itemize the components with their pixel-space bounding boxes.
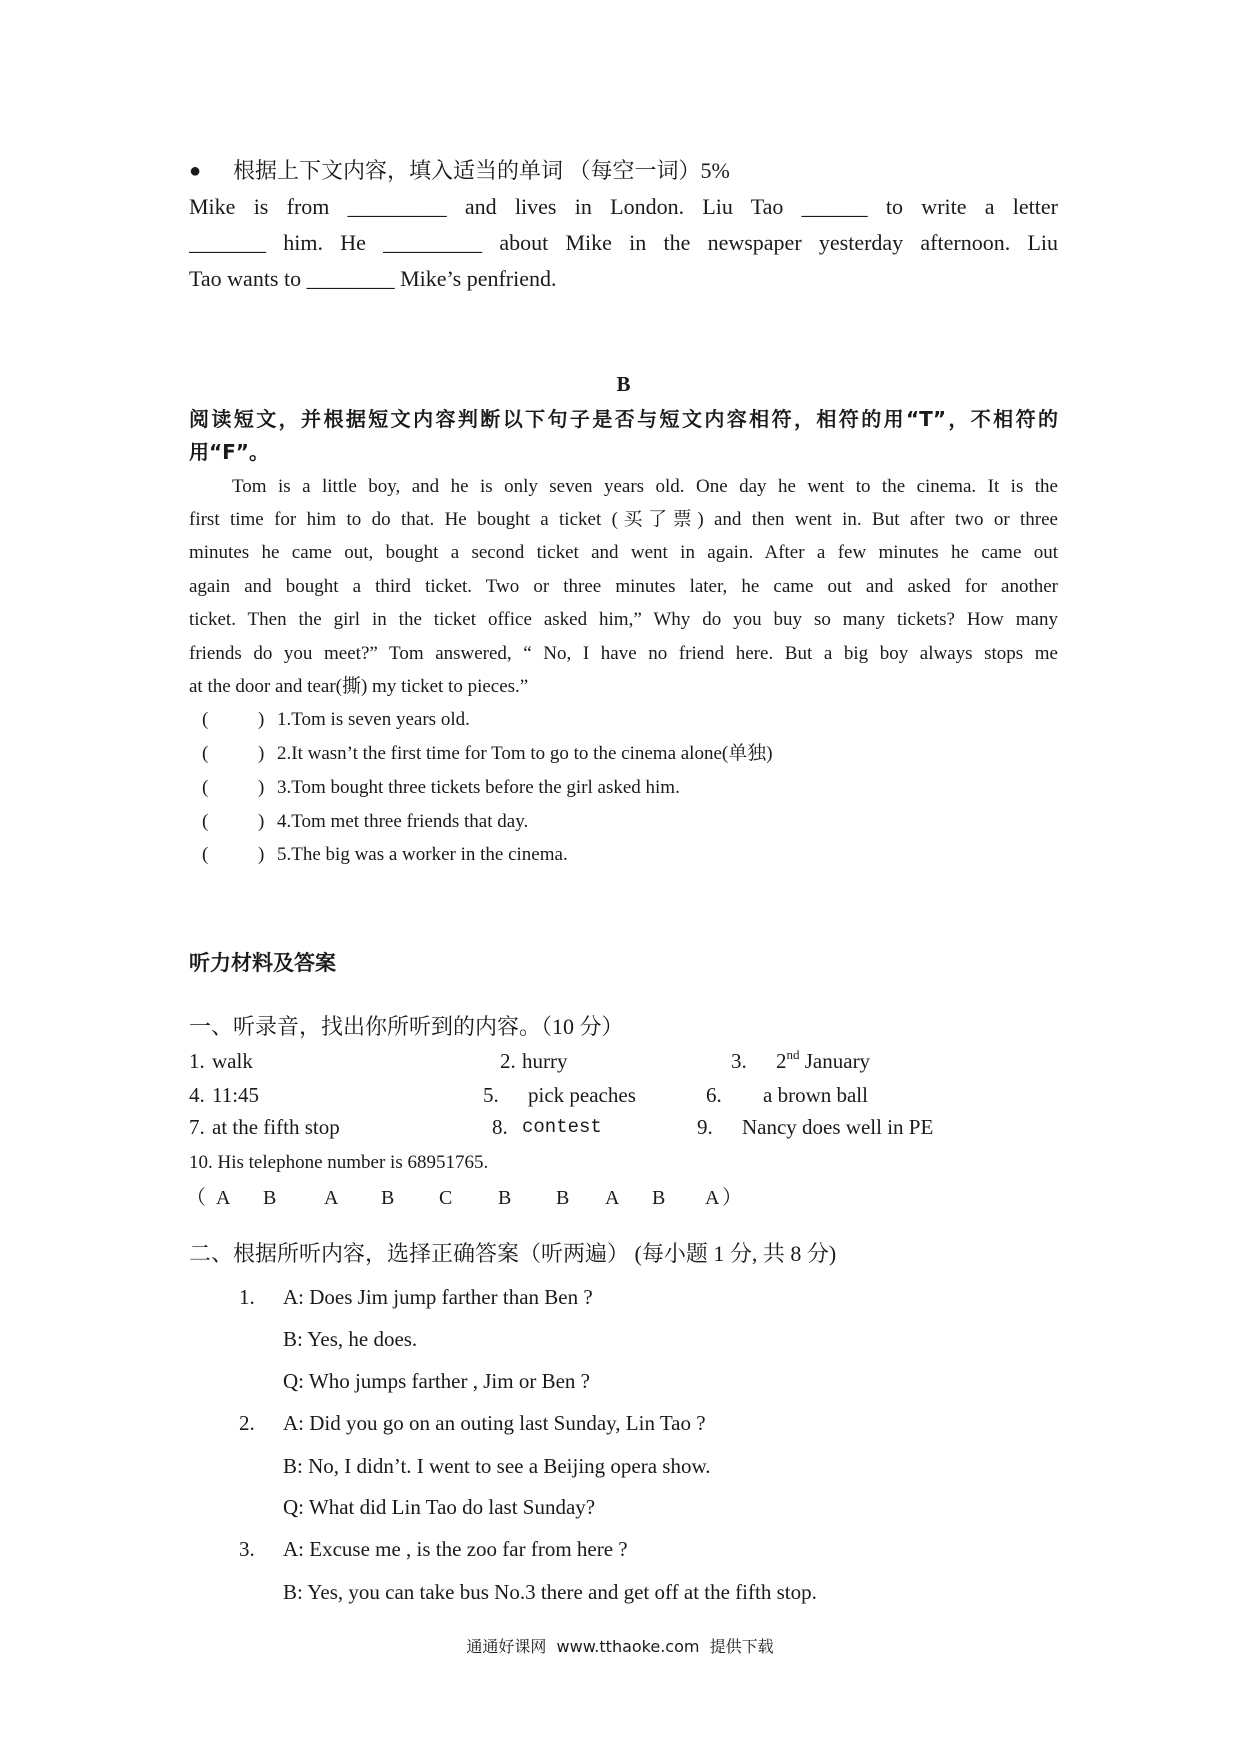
dialogue-line: B: Yes, you can take bus No.3 there and get off at the fifth stop.	[283, 1580, 817, 1604]
passage-line: again and bought a third ticket. Two or three minutes later, he came out and asked for another	[189, 576, 1058, 597]
passage-line: at the door and tear(撕) my ticket to pieces.”	[189, 676, 529, 697]
dialogue-line: A: Excuse me , is the zoo far from here ?	[283, 1537, 628, 1561]
part2-title: 二、根据所听内容，选择正确答案（听两遍） (每小题 1 分, 共 8 分)	[189, 1241, 837, 1266]
answer-bracket-open[interactable]: (	[202, 844, 209, 865]
answer-bracket-close: )	[258, 811, 265, 832]
question-text: 4.Tom met three friends that day.	[277, 811, 529, 832]
passage-line: friends do you meet?” Tom answered, “ No, I have no friend here. But a big boy always stops me	[189, 643, 1058, 664]
dialogue-line: B: Yes, he does.	[283, 1327, 418, 1351]
question-text: 3.Tom bought three tickets before the girl asked him.	[277, 777, 680, 798]
item-number: 5.	[483, 1083, 499, 1107]
dialogue-question: Q: What did Lin Tao do last Sunday?	[283, 1495, 596, 1519]
section-b-heading: B	[616, 372, 631, 396]
passage-line: ticket. Then the girl in the ticket office asked him,” Why do you buy so many tickets? How many	[189, 609, 1058, 630]
answer-bracket-close: )	[258, 777, 265, 798]
answer-bracket-open[interactable]: (	[202, 811, 209, 832]
answer-bracket-open: （	[186, 1187, 206, 1209]
answer-bracket-open[interactable]: (	[202, 709, 209, 730]
bullet-icon: ●	[189, 160, 202, 182]
answer-letter: B	[498, 1187, 512, 1209]
answer-letter: B	[652, 1187, 666, 1209]
answer-letter: C	[439, 1187, 453, 1209]
answer-bracket-close: )	[258, 709, 265, 730]
item-text: a brown ball	[763, 1083, 868, 1107]
section-b-instruction: 用“F”。	[189, 440, 269, 464]
dialogue-number: 2.	[239, 1411, 255, 1435]
item-text: pick peaches	[528, 1083, 636, 1107]
item-text-rest: January	[799, 1049, 871, 1073]
fill-in-line: Mike is from _________ and lives in London. Liu Tao ______ to write a letter	[189, 194, 1058, 219]
answer-letter: A	[705, 1187, 720, 1209]
dialogue-question: Q: Who jumps farther , Jim or Ben ?	[283, 1369, 590, 1393]
item-text: at the fifth stop	[212, 1115, 340, 1139]
passage-line: minutes he came out, bought a second ticket and went in again. After a few minutes he came out	[189, 542, 1058, 563]
item-number: 6.	[706, 1083, 722, 1107]
page-footer: 通通好课网 www.tthaoke.com 提供下载	[466, 1637, 774, 1656]
item-number: 9.	[697, 1115, 713, 1139]
item-number: 1.	[189, 1049, 205, 1073]
answer-bracket-close: ）	[722, 1187, 742, 1209]
dialogue-line: A: Does Jim jump farther than Ben ?	[283, 1285, 593, 1309]
answer-letter: A	[216, 1187, 231, 1209]
question-text: 1.Tom is seven years old.	[277, 709, 470, 730]
item-number: 8.	[492, 1115, 508, 1139]
answer-letter: B	[381, 1187, 395, 1209]
dialogue-number: 3.	[239, 1537, 255, 1561]
item-text	[776, 1046, 870, 1076]
answer-bracket-open[interactable]: (	[202, 743, 209, 764]
item-text: hurry	[522, 1049, 568, 1073]
dialogue-number: 1.	[239, 1285, 255, 1309]
section-b-instruction: 阅读短文，并根据短文内容判断以下句子是否与短文内容相符，相符的用“T”，不相符的	[189, 407, 1058, 431]
dialogue-line: A: Did you go on an outing last Sunday, Lin Tao ?	[283, 1411, 706, 1435]
item-text: contest	[522, 1116, 602, 1138]
ordinal-suffix: nd	[786, 1047, 800, 1062]
dialogue-line: B: No, I didn’t. I went to see a Beijing opera show.	[283, 1454, 711, 1478]
item-text: walk	[212, 1049, 253, 1073]
answer-letter: A	[324, 1187, 339, 1209]
answer-letter: B	[556, 1187, 570, 1209]
passage-line: first time for him to do that. He bought a ticket (买了票) and then went in. But after two or three	[189, 509, 1058, 530]
item-number: 2.	[500, 1049, 516, 1073]
item-text: Nancy does well in PE	[742, 1115, 934, 1139]
fill-in-line: Tao wants to ________ Mike’s penfriend.	[189, 266, 557, 291]
question-text: 5.The big was a worker in the cinema.	[277, 844, 568, 865]
answer-bracket-close: )	[258, 743, 265, 764]
item-number: 3.	[731, 1049, 747, 1073]
passage-line: Tom is a little boy, and he is only seven years old. One day he went to the cinema. It is the	[232, 476, 1058, 497]
answer-letter: A	[605, 1187, 620, 1209]
answer-letter: B	[263, 1187, 277, 1209]
part1-title: 一、听录音，找出你所听到的内容。（10 分）	[189, 1014, 624, 1039]
answer-bracket-open[interactable]: (	[202, 777, 209, 798]
fill-in-instruction: 根据上下文内容，填入适当的单词 （每空一词）5%	[233, 158, 730, 183]
fill-in-line: _______ him. He _________ about Mike in the newspaper yesterday afternoon. Liu	[189, 230, 1058, 255]
listening-title: 听力材料及答案	[189, 951, 336, 975]
answer-bracket-close: )	[258, 844, 265, 865]
item-number: 4.	[189, 1083, 205, 1107]
item-10: 10. His telephone number is 68951765.	[189, 1152, 489, 1173]
item-text-main: 2	[776, 1049, 787, 1073]
item-text: 11:45	[212, 1083, 260, 1107]
question-text: 2.It wasn’t the first time for Tom to go to the cinema alone(单独)	[277, 743, 773, 764]
item-number: 7.	[189, 1115, 205, 1139]
